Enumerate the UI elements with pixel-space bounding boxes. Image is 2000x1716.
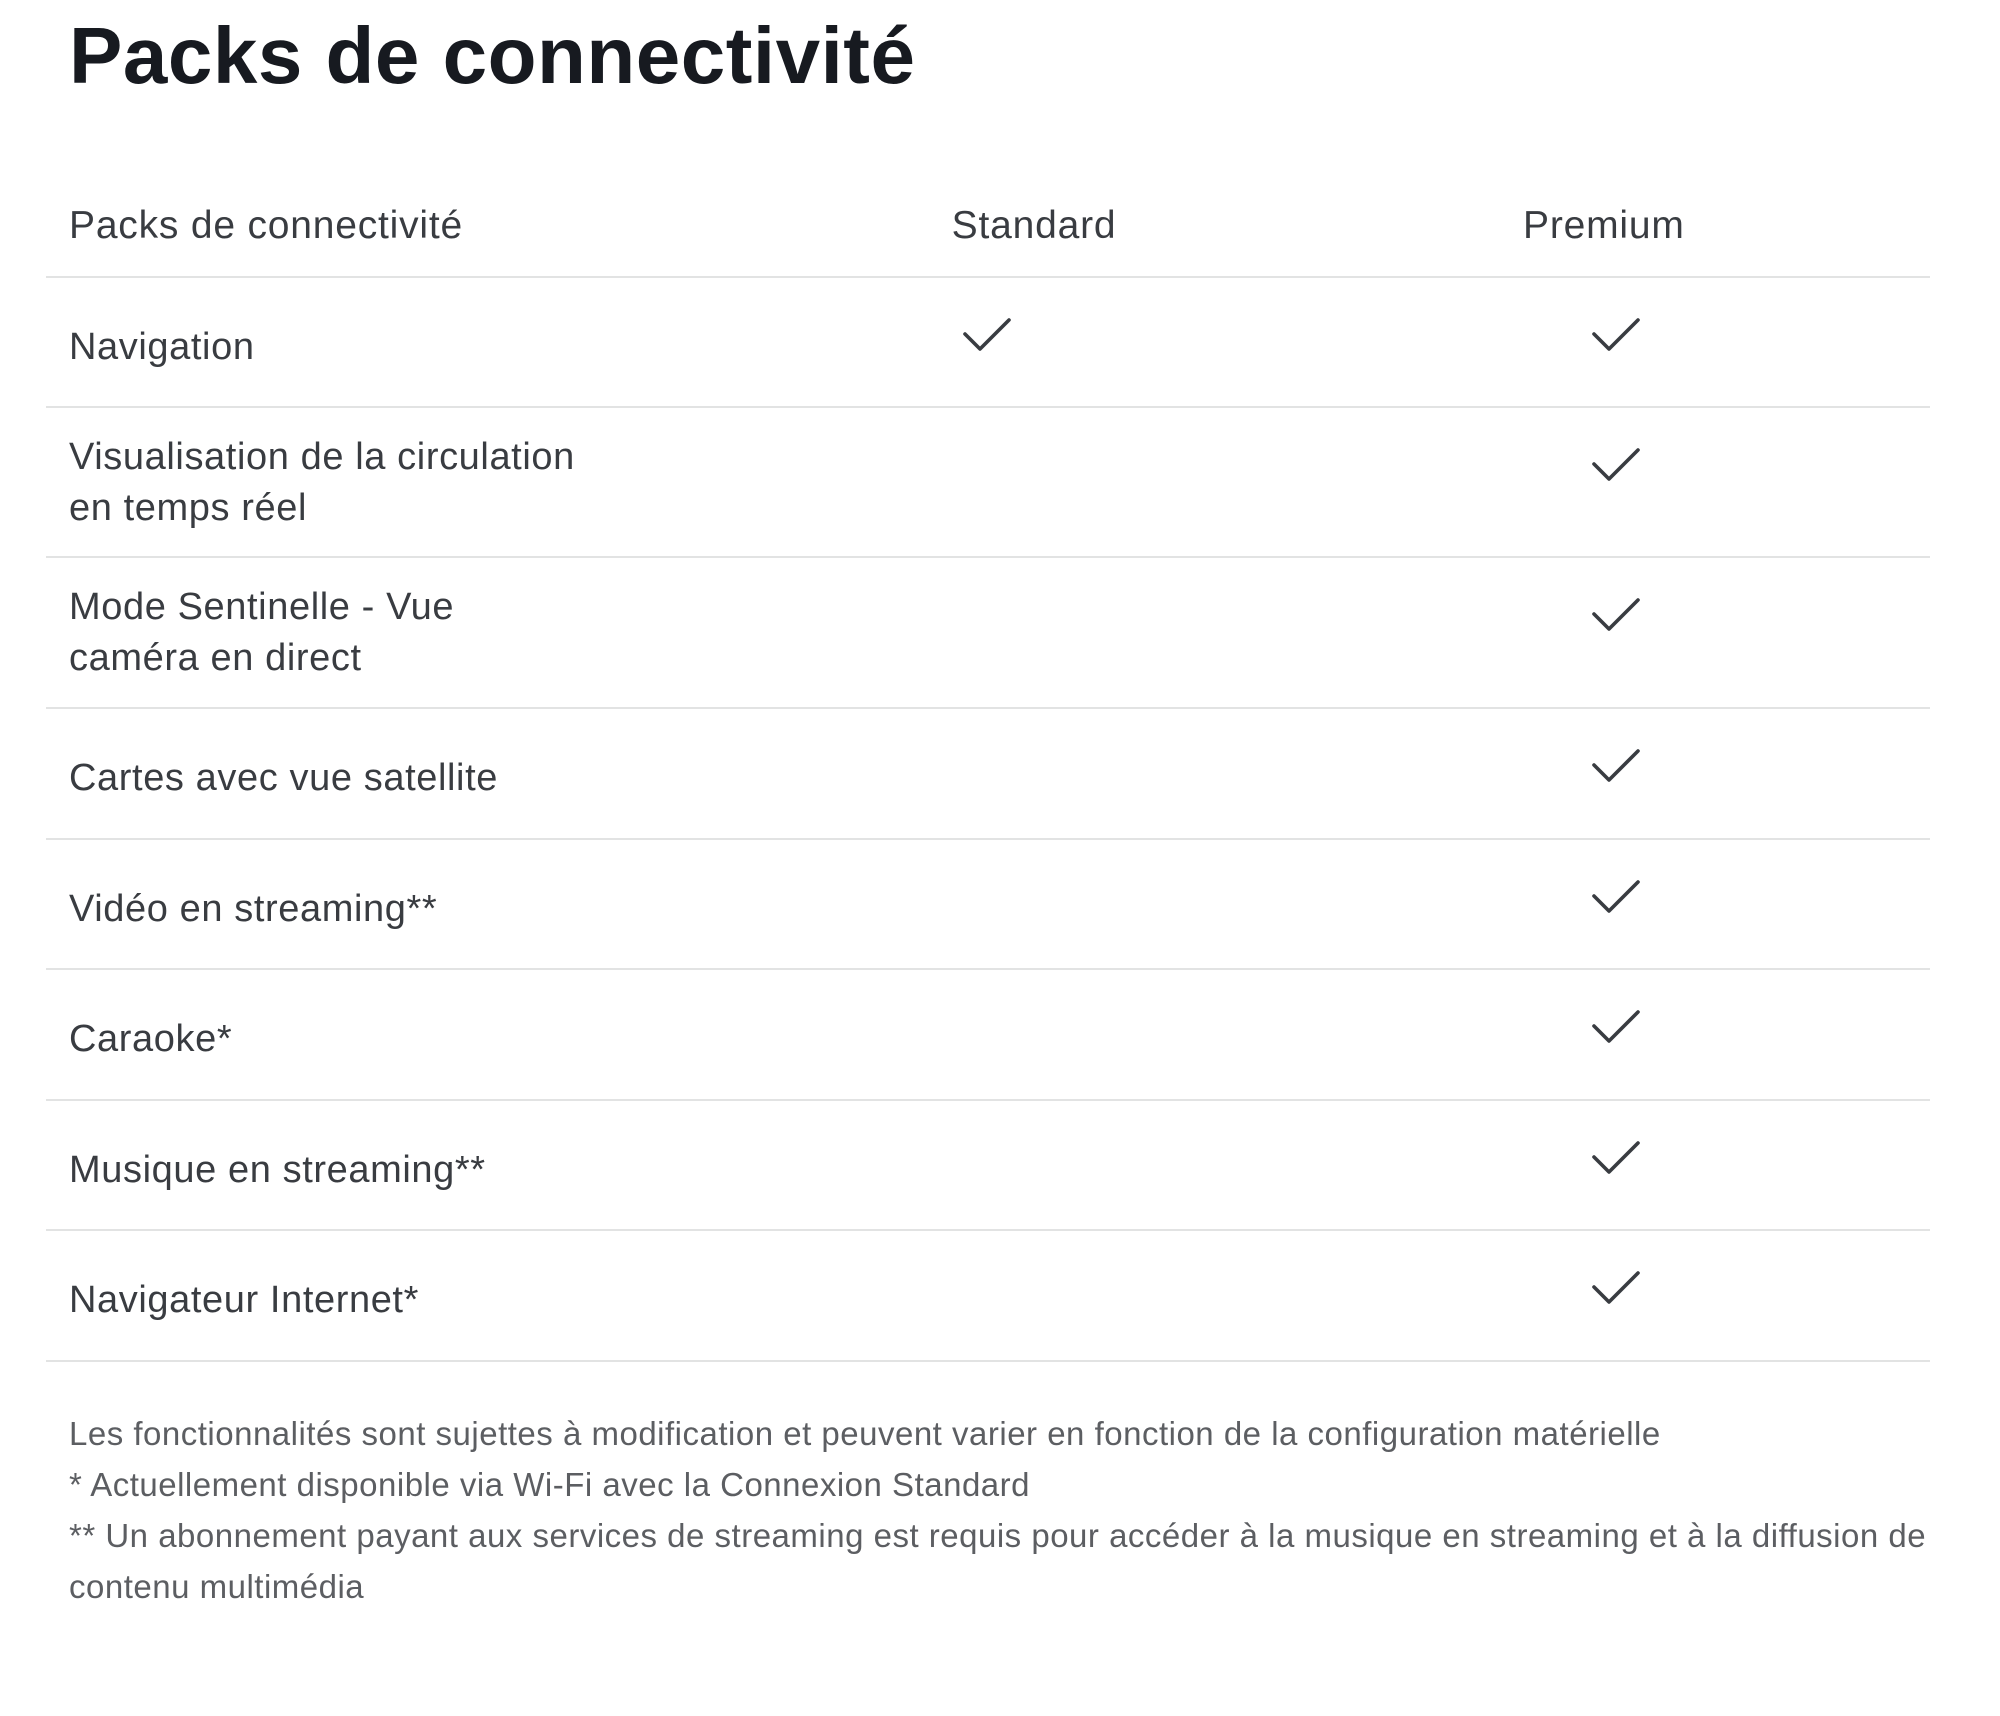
page-title: Packs de connectivité — [69, 11, 916, 100]
table-row — [46, 278, 1930, 408]
row-feature-label: Navigation — [69, 326, 255, 368]
checkmark-icon — [962, 316, 1012, 356]
row-feature-label: Vidéo en streaming** — [69, 888, 438, 930]
checkmark-icon — [1591, 1269, 1641, 1309]
checkmark-icon — [1591, 1139, 1641, 1179]
table-row — [46, 558, 1930, 709]
row-feature-label: Caraoke* — [69, 1018, 233, 1060]
checkmark-icon — [1591, 1008, 1641, 1048]
header-standard: Standard — [951, 204, 1117, 247]
table-row — [46, 970, 1930, 1101]
row-feature-label: Musique en streaming** — [69, 1149, 486, 1191]
footnote-single-asterisk: * Actuellement disponible via Wi-Fi avec la Connexion Standard — [69, 1466, 1030, 1503]
table-row — [46, 1231, 1930, 1362]
table-row — [46, 1101, 1930, 1231]
footnote-general: Les fonctionnalités sont sujettes à modification et peuvent varier en fonction de la configuration matérielle — [69, 1415, 1661, 1452]
checkmark-icon — [1591, 446, 1641, 486]
header-feature: Packs de connectivité — [69, 204, 464, 247]
header-premium: Premium — [1523, 204, 1685, 247]
table-row — [46, 408, 1930, 558]
checkmark-icon — [1591, 316, 1641, 356]
row-feature-label: Navigateur Internet* — [69, 1279, 419, 1321]
footnote-double-asterisk: ** Un abonnement payant aux services de streaming est requis pour accéder à la musique en streaming et à la diffusion de contenu multimédia — [69, 1517, 1927, 1605]
row-feature-label: Visualisation de la circulation en temps réel — [69, 436, 575, 529]
row-feature-label: Cartes avec vue satellite — [69, 757, 498, 799]
checkmark-icon — [1591, 596, 1641, 636]
table-header-row — [46, 170, 1930, 278]
table-row — [46, 709, 1930, 840]
row-feature-label: Mode Sentinelle - Vue caméra en direct — [69, 586, 455, 679]
checkmark-icon — [1591, 747, 1641, 787]
checkmark-icon — [1591, 878, 1641, 918]
footnotes — [69, 1408, 1929, 1612]
table-row — [46, 840, 1930, 970]
comparison-table — [46, 170, 1930, 1362]
